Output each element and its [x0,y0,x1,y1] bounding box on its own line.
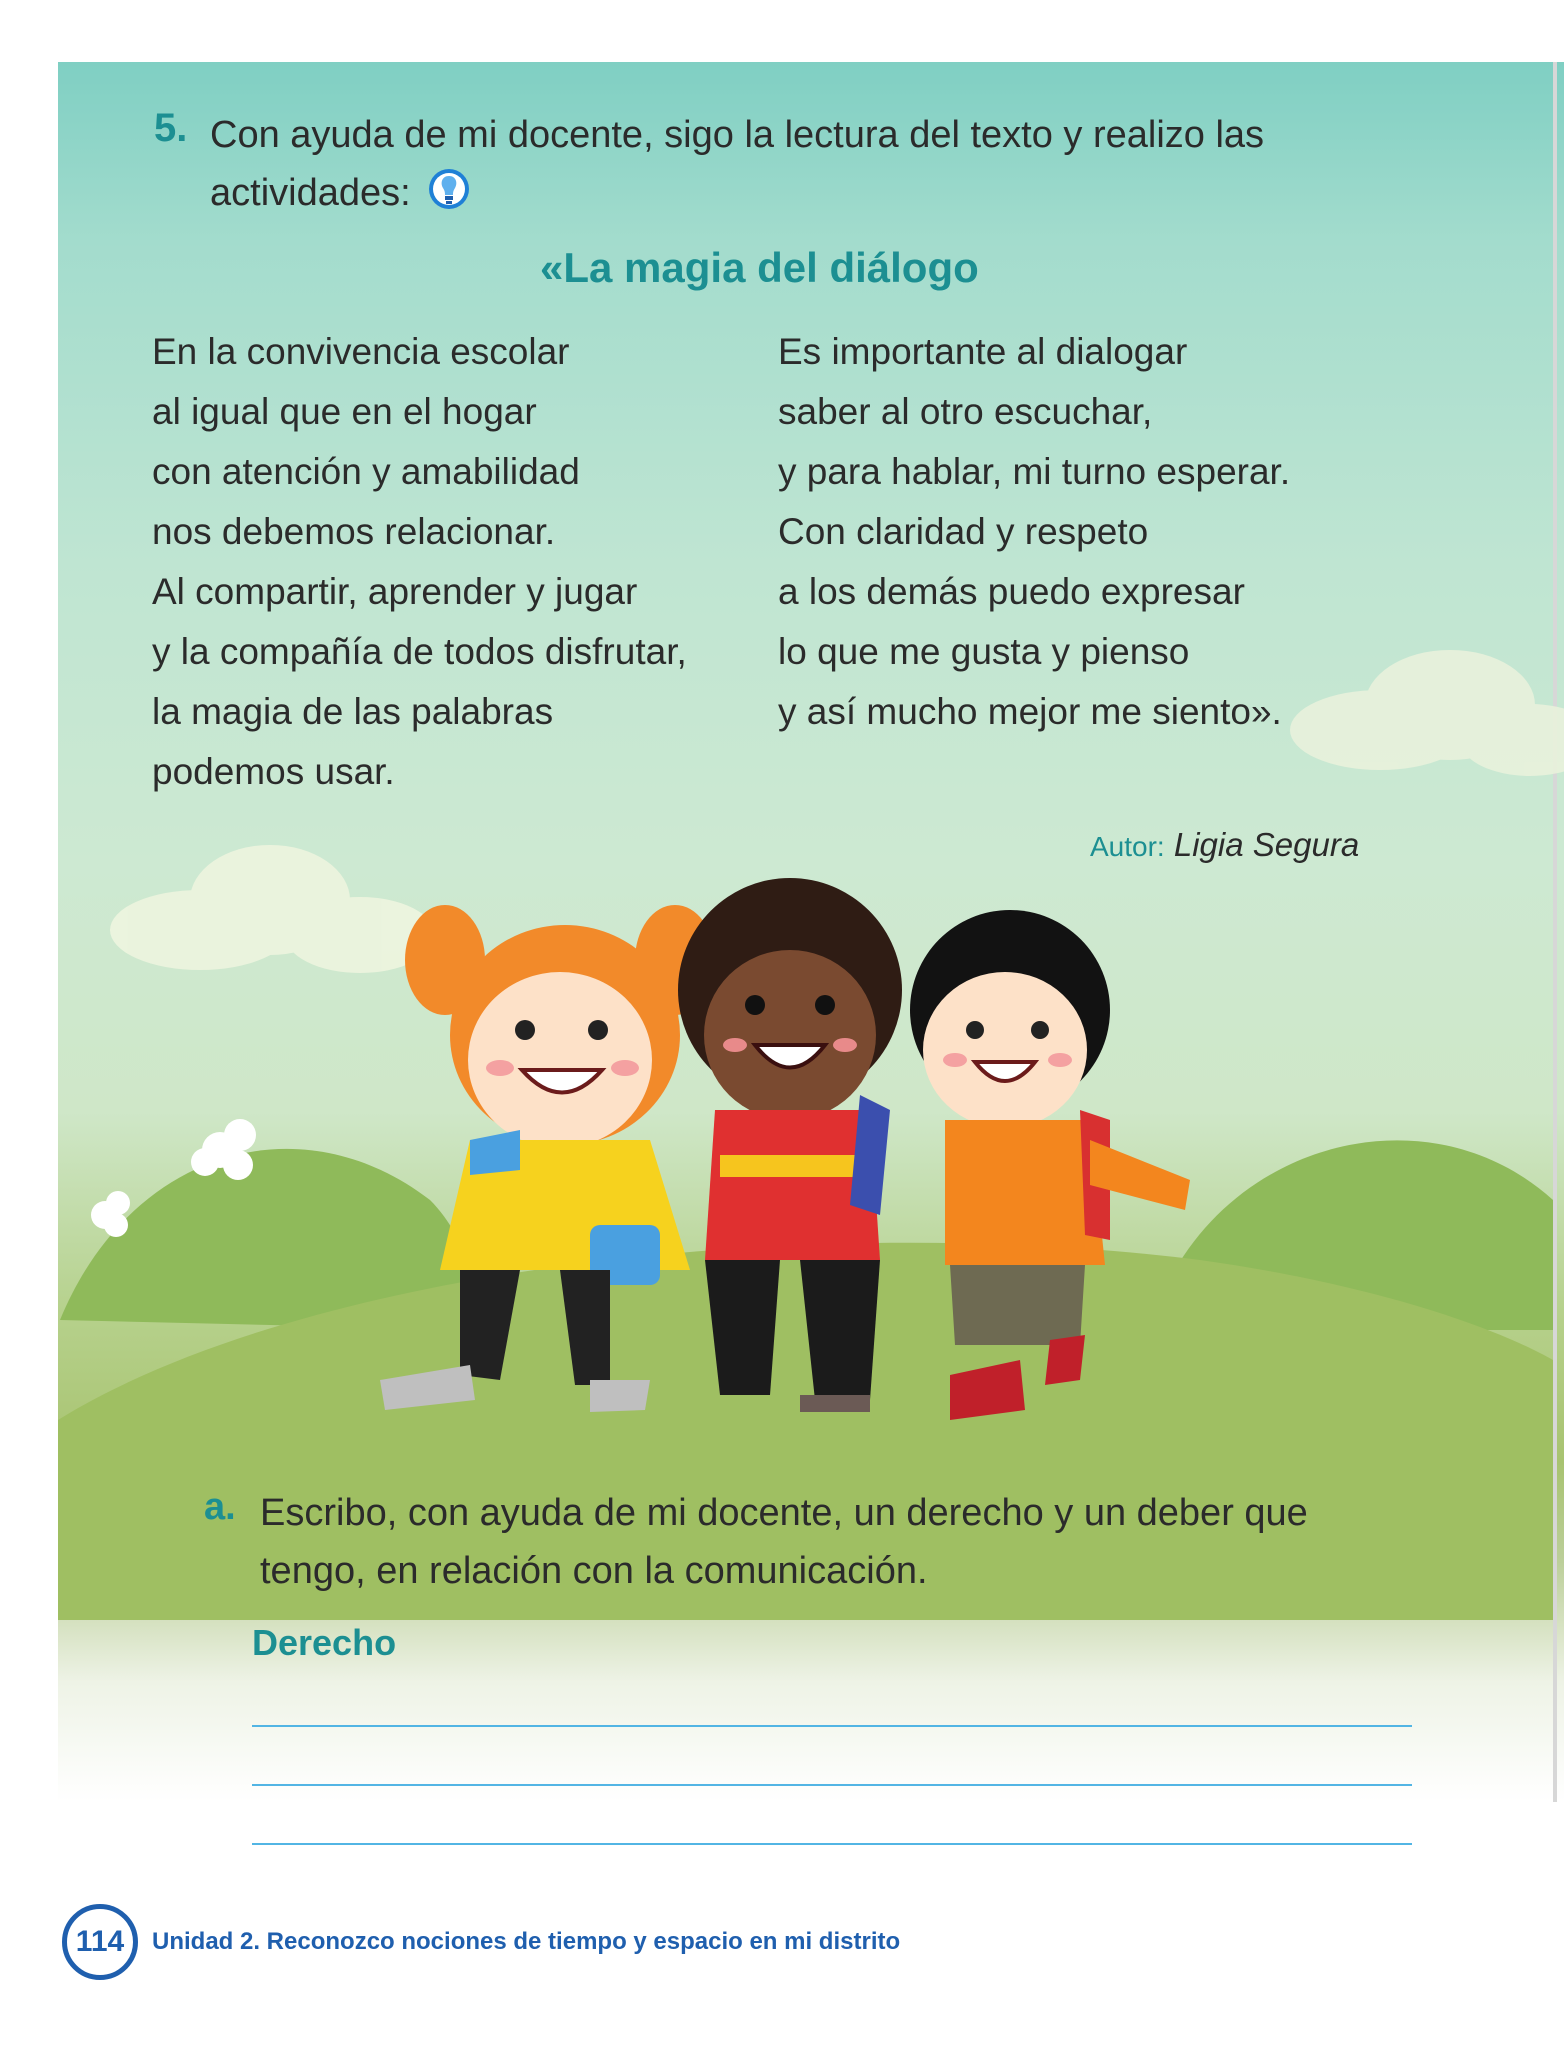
poem-line: con atención y amabilidad [152,451,580,492]
activity-instructions: Escribo, con ayuda de mi docente, un derecho y un deber que tengo, en relación con la comunicación. [260,1492,1308,1592]
poem-line: saber al otro escuchar, [778,391,1153,432]
poem-line: Al compartir, aprender y jugar [152,571,638,612]
poem-line: a los demás puedo expresar [778,571,1245,612]
derecho-heading: Derecho [252,1622,397,1663]
poem-line: lo que me gusta y pienso [778,631,1190,672]
answer-line[interactable] [252,1843,1412,1845]
cloud-right [1290,650,1564,776]
answer-line[interactable] [252,1725,1412,1727]
poem-line: Es importante al dialogar [778,331,1188,372]
poem-line: nos debemos relacionar. [152,511,556,552]
poem-line: la magia de las palabras [152,691,554,732]
page-number: 114 [62,1904,138,1980]
poem-author [1090,826,1359,864]
unit-title: Unidad 2. Reconozco nociones de tiempo y espacio en mi distrito [152,1928,901,1955]
author-label: Autor: [1090,831,1165,862]
author-name: Ligia Segura [1173,826,1360,863]
activity-letter: a. [204,1486,236,1528]
poem-line: al igual que en el hogar [152,391,537,432]
poem-left-stanza [152,322,687,802]
poem-line: Con claridad y respeto [778,511,1149,552]
cloud-left [110,845,435,973]
question-text [210,106,1370,222]
answer-line[interactable] [252,1784,1412,1786]
poem-line: y la compañía de todos disfrutar, [152,631,687,672]
lightbulb-icon[interactable] [427,167,471,211]
poem-line: En la convivencia escolar [152,331,570,372]
poem-title: «La magia del diálogo [540,244,979,291]
poem-right-stanza [778,322,1290,742]
flower-2 [91,1191,130,1237]
poem-line: y así mucho mejor me siento». [778,691,1282,732]
question-text-content: Con ayuda de mi docente, sigo la lectura del texto y realizo las actividades: [210,114,1265,214]
question-number: 5. [154,106,188,150]
poem-line: y para hablar, mi turno esperar. [778,451,1291,492]
poem-line: podemos usar. [152,751,395,792]
